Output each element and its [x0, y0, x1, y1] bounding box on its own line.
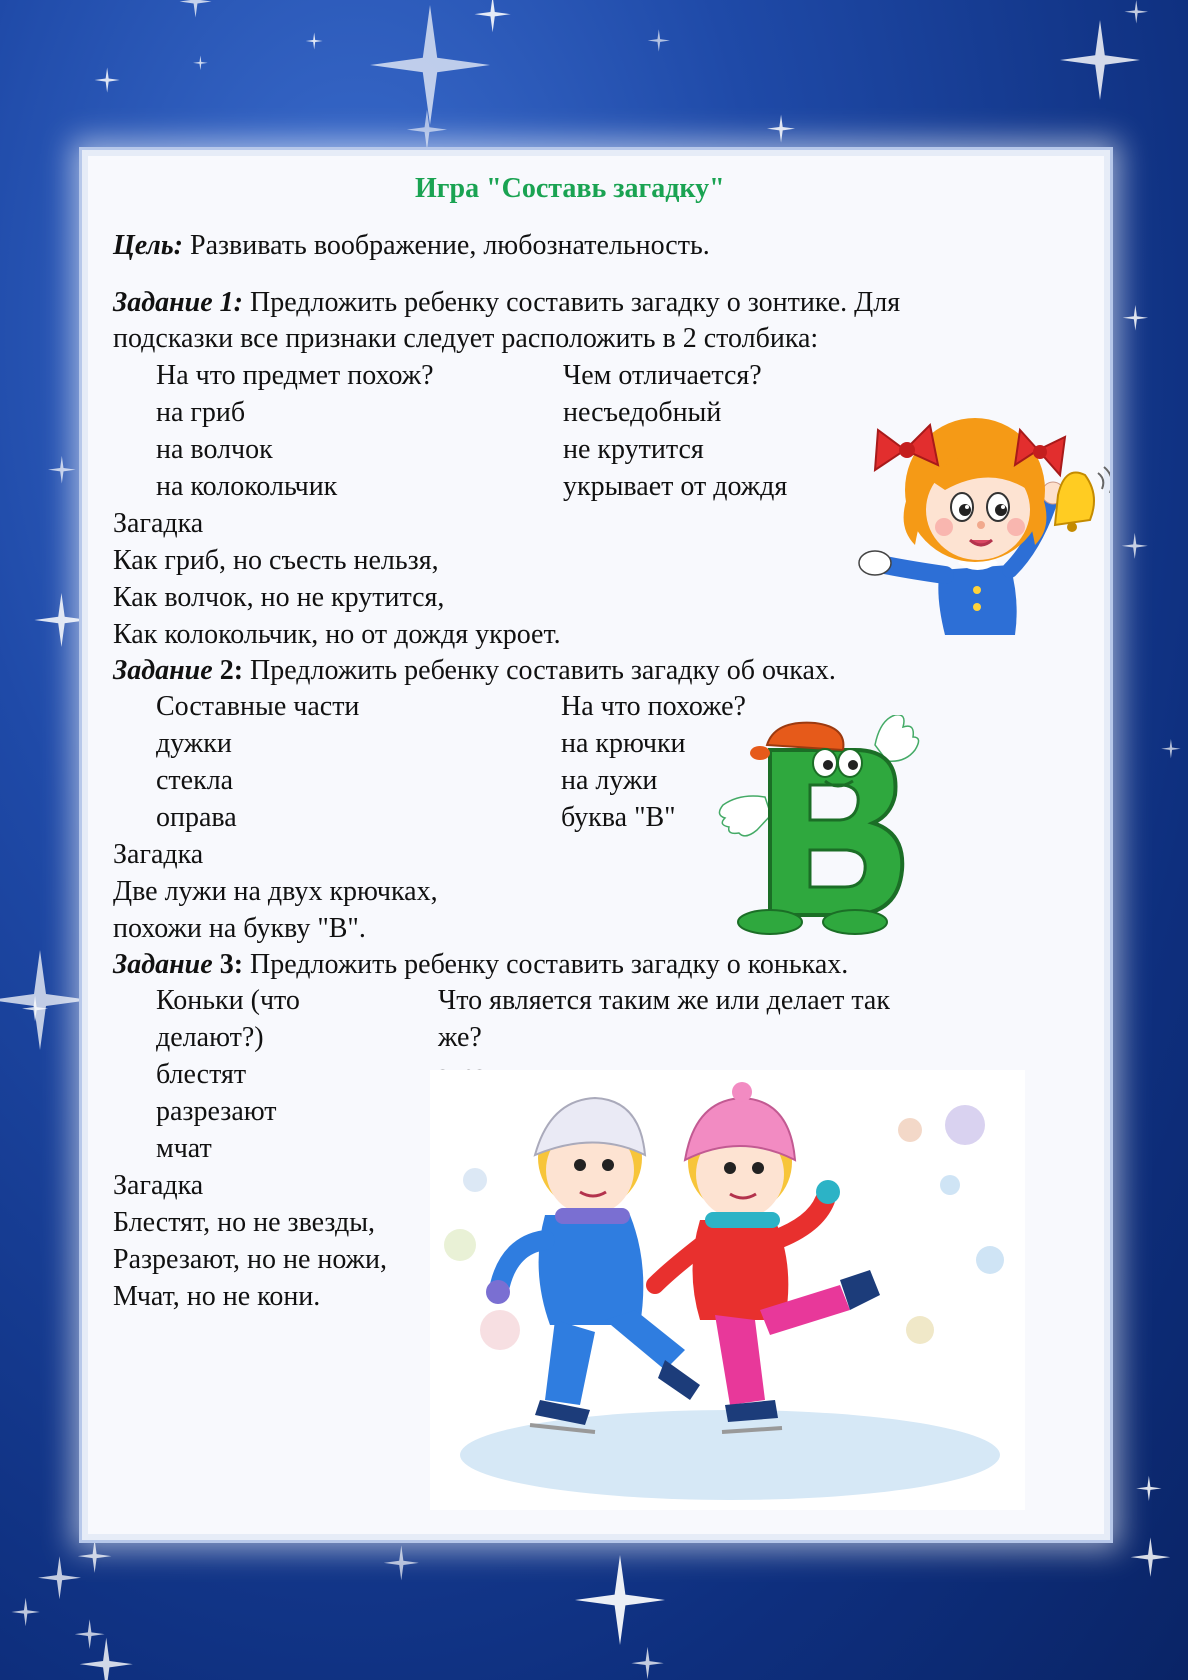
task2-text: Предложить ребенку составить загадку об очках.	[243, 655, 836, 686]
goal-line	[113, 229, 710, 263]
skating-children-illustration	[430, 1070, 1025, 1510]
girl-with-bell-illustration	[850, 395, 1110, 640]
task3-col2-header-cont: же?	[438, 1022, 482, 1053]
sparkle-star-icon	[1136, 1476, 1161, 1501]
sparkle-star-icon	[407, 110, 447, 150]
task1-riddle-label: Загадка	[113, 508, 204, 539]
sparkle-star-icon	[1122, 533, 1148, 559]
sparkle-star-icon	[384, 1545, 419, 1580]
task2-line	[113, 654, 836, 688]
task2-row-right: буква "В"	[561, 802, 676, 833]
task3-row-left: разрезают	[156, 1096, 277, 1127]
task3-col1-header-cont: делают?)	[156, 1022, 264, 1053]
task2-col1-header: Составные части	[156, 691, 360, 722]
task3-riddle-line: Блестят, но не звезды,	[113, 1207, 376, 1238]
sparkle-star-icon	[48, 456, 76, 484]
task2-row-right: на крючки	[561, 728, 686, 759]
sparkle-star-icon	[1060, 20, 1140, 100]
task2-label: Задание	[113, 655, 213, 686]
task2-riddle-label: Загадка	[113, 839, 204, 870]
sparkle-star-icon	[648, 29, 670, 51]
task2-row-left: стекла	[156, 765, 234, 796]
task1-line	[113, 286, 900, 320]
sparkle-star-icon	[180, 0, 212, 18]
task3-col2-header: Что является таким же или делает так	[438, 985, 890, 1016]
sparkle-star-icon	[95, 67, 120, 92]
sparkle-star-icon	[1124, 0, 1148, 24]
sparkle-star-icon	[575, 1555, 665, 1645]
task2-label-num: 2:	[212, 655, 244, 686]
task3-row-left: блестят	[156, 1059, 247, 1090]
task1-row-left: на волчок	[156, 434, 273, 465]
task2-riddle-line: Две лужи на двух крючках,	[113, 876, 438, 907]
task1-line2: подсказки все признаки следует расположить в 2 столбика:	[113, 323, 819, 354]
sparkle-star-icon	[631, 1647, 663, 1679]
task1-row-left: на колокольчик	[156, 471, 338, 502]
goal-text: Развивать воображение, любознательность.	[183, 230, 710, 261]
task3-riddle-label: Загадка	[113, 1170, 204, 1201]
task3-riddle-line: Мчат, но не кони.	[113, 1281, 321, 1312]
task1-col2-header: Чем отличается?	[563, 360, 762, 391]
sparkle-star-icon	[80, 1638, 133, 1680]
task1-label: Задание 1:	[113, 287, 244, 318]
letter-v-character-illustration	[715, 715, 940, 945]
task3-label-num: 3:	[212, 949, 244, 980]
task2-row-left: оправа	[156, 802, 237, 833]
sparkle-star-icon	[75, 1619, 105, 1649]
sparkle-star-icon	[38, 1556, 81, 1599]
sparkle-star-icon	[1161, 739, 1180, 758]
task3-line	[113, 948, 848, 982]
task3-label: Задание	[113, 949, 213, 980]
task1-riddle-line: Как колокольчик, но от дождя укроет.	[113, 619, 561, 650]
task1-riddle-line: Как волчок, но не крутится,	[113, 582, 445, 613]
sparkle-star-icon	[1131, 1537, 1171, 1577]
task1-col1-header: На что предмет похож?	[156, 360, 434, 391]
sparkle-star-icon	[306, 33, 323, 50]
sparkle-star-icon	[0, 950, 90, 1050]
task3-text: Предложить ребенку составить загадку о коньках.	[243, 949, 849, 980]
sparkle-star-icon	[370, 5, 490, 125]
sparkle-star-icon	[11, 1598, 39, 1626]
task1-row-right: несъедобный	[563, 397, 722, 428]
sparkle-star-icon	[78, 1539, 111, 1572]
goal-label: Цель:	[113, 230, 183, 261]
task1-riddle-line: Как гриб, но съесть нельзя,	[113, 545, 439, 576]
sparkle-star-icon	[767, 115, 795, 143]
task1-row-left: на гриб	[156, 397, 246, 428]
sparkle-star-icon	[34, 593, 88, 647]
task3-col1-header: Коньки (что	[156, 985, 300, 1016]
sparkle-star-icon	[193, 56, 208, 71]
task2-row-left: дужки	[156, 728, 232, 759]
task1-text: Предложить ребенку составить загадку о зонтике. Для	[243, 287, 901, 318]
sparkle-star-icon	[1123, 305, 1148, 330]
task2-col2-header: На что похоже?	[561, 691, 746, 722]
page-title: Игра "Составь загадку"	[415, 173, 725, 204]
task2-riddle-line: похожи на букву "В".	[113, 913, 366, 944]
task1-row-right: не крутится	[563, 434, 704, 465]
task1-row-right: укрывает от дождя	[563, 471, 788, 502]
task3-riddle-line: Разрезают, но не ножи,	[113, 1244, 388, 1275]
sparkle-star-icon	[475, 0, 511, 32]
task3-row-left: мчат	[156, 1133, 212, 1164]
task2-row-right: на лужи	[561, 765, 658, 796]
